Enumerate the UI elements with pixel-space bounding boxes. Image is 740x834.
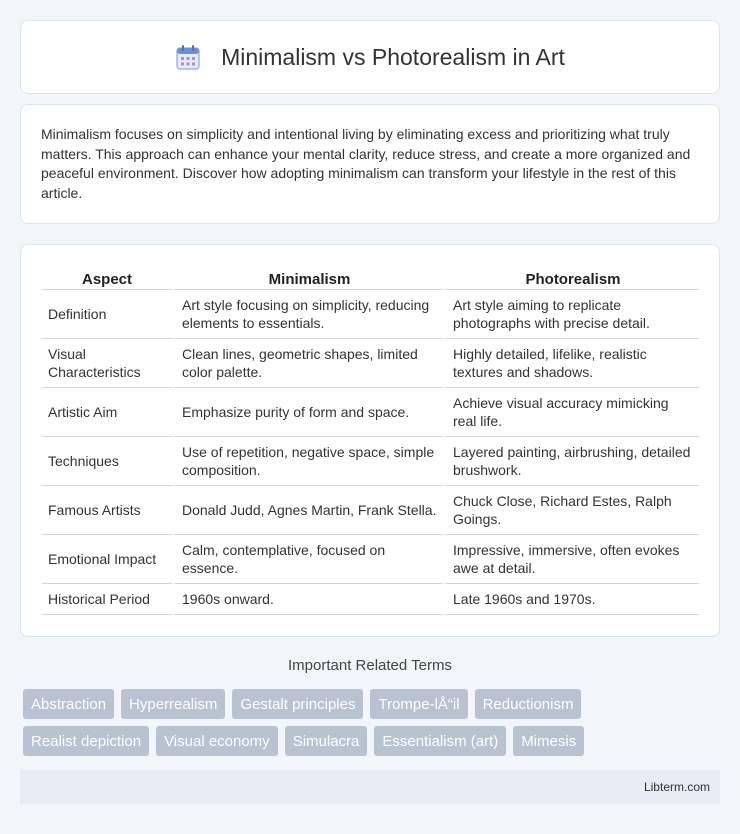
header-photorealism: Photorealism (443, 267, 699, 290)
minimalism-cell: Art style focusing on simplicity, reducing elements to essentials. (172, 290, 443, 339)
photorealism-cell: Impressive, immersive, often evokes awe at detail. (443, 535, 699, 584)
calendar-icon (175, 44, 201, 70)
intro-card (20, 104, 720, 224)
minimalism-cell: Clean lines, geometric shapes, limited color palette. (172, 339, 443, 388)
aspect-cell: Artistic Aim (42, 388, 172, 437)
tag-essentialism-art[interactable]: Essentialism (art) (374, 726, 506, 756)
aspect-cell: Definition (42, 290, 172, 339)
tag-mimesis[interactable]: Mimesis (513, 726, 584, 756)
minimalism-cell: 1960s onward. (172, 584, 443, 615)
minimalism-cell: Calm, contemplative, focused on essence. (172, 535, 443, 584)
aspect-cell: Visual Characteristics (42, 339, 172, 388)
related-terms-heading: Important Related Terms (288, 657, 452, 674)
aspect-cell: Emotional Impact (42, 535, 172, 584)
minimalism-cell: Use of repetition, negative space, simple composition. (172, 437, 443, 486)
tag-reductionism[interactable]: Reductionism (475, 689, 582, 719)
tag-realist-depiction[interactable]: Realist depiction (23, 726, 149, 756)
aspect-cell: Techniques (42, 437, 172, 486)
tag-hyperrealism[interactable]: Hyperrealism (121, 689, 225, 719)
table-row (42, 290, 699, 339)
photorealism-cell: Art style aiming to replicate photographs with precise detail. (443, 290, 699, 339)
table-row (42, 388, 699, 437)
photorealism-cell: Late 1960s and 1970s. (443, 584, 699, 615)
tag-simulacra[interactable]: Simulacra (285, 726, 368, 756)
minimalism-cell: Donald Judd, Agnes Martin, Frank Stella. (172, 486, 443, 535)
photorealism-cell: Highly detailed, lifelike, realistic textures and shadows. (443, 339, 699, 388)
footer (20, 770, 720, 804)
tag-abstraction[interactable]: Abstraction (23, 689, 114, 719)
page-title: Minimalism vs Photorealism in Art (221, 43, 565, 70)
footer-link[interactable]: Libterm.com (643, 780, 710, 794)
table-row (42, 437, 699, 486)
minimalism-cell: Emphasize purity of form and space. (172, 388, 443, 437)
photorealism-cell: Chuck Close, Richard Estes, Ralph Goings. (443, 486, 699, 535)
table-row (42, 339, 699, 388)
tag-gestalt-principles[interactable]: Gestalt principles (232, 689, 363, 719)
comparison-table (42, 267, 699, 615)
aspect-cell: Historical Period (42, 584, 172, 615)
table-row (42, 535, 699, 584)
photorealism-cell: Layered painting, airbrushing, detailed brushwork. (443, 437, 699, 486)
tag-visual-economy[interactable]: Visual economy (156, 726, 278, 756)
table-row (42, 486, 699, 535)
comparison-card (20, 244, 720, 637)
tag-trompe-loeil[interactable]: Trompe-lÅ“il (370, 689, 467, 719)
intro-text: Minimalism focuses on simplicity and intentional living by eliminating excess and prioritizing what truly matters. This approach can enhance your mental clarity, reduce stress, and create a more organized and peaceful environment. Discover how adopting minimalism can transform your lifestyle in the rest of this article. (41, 126, 691, 201)
aspect-cell: Famous Artists (42, 486, 172, 535)
header-minimalism: Minimalism (172, 267, 443, 290)
photorealism-cell: Achieve visual accuracy mimicking real life. (443, 388, 699, 437)
tag-row (23, 726, 723, 756)
table-row (42, 584, 699, 615)
tag-row (23, 689, 723, 719)
header-card (20, 20, 720, 94)
related-terms (23, 689, 723, 763)
header-aspect: Aspect (42, 267, 172, 290)
